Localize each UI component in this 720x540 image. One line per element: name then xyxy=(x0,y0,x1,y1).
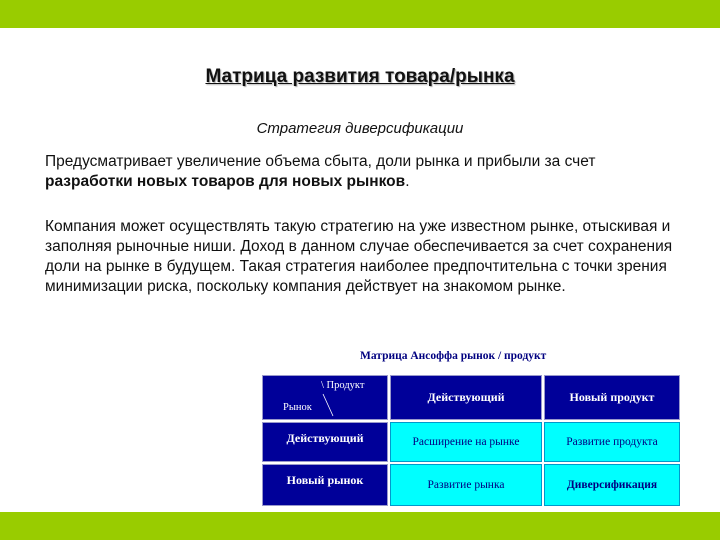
paragraph-definition-lead: Предусматривает увеличение объема сбыта, доли рынка и прибыли за счет xyxy=(45,153,596,170)
cell-market-development: Развитие рынка xyxy=(390,464,542,506)
col-header-new-product: Новый продукт xyxy=(544,375,680,420)
corner-market-label: Рынок xyxy=(283,402,312,413)
slide-subtitle: Стратегия диверсификации xyxy=(256,120,464,137)
corner-product-label: \ Продукт xyxy=(321,380,365,391)
bottom-accent-bar xyxy=(0,512,720,540)
paragraph-definition-emphasis: разработки новых товаров для новых рынков xyxy=(45,173,406,190)
paragraph-definition xyxy=(45,152,685,192)
top-accent-bar xyxy=(0,0,720,28)
paragraph-explanation: Компания может осуществлять такую стратегию на уже известном рынке, отыскивая и заполняя рыночные ниши. Доход в данном случае обеспечивается за счет сохранения доли на рынке в будущем. Такая стратегия наиболее предпочтительна с точки зрения минимизации риска, поскольку компания действует на знакомом рынке. xyxy=(45,218,673,295)
cell-product-development: Развитие продукта xyxy=(544,422,680,462)
row-header-existing-market: Действующий xyxy=(262,422,388,462)
row-header-new-market: Новый рынок xyxy=(262,464,388,506)
col-header-existing-product: Действующий xyxy=(390,375,542,420)
ansoff-matrix xyxy=(262,375,680,506)
matrix-corner-cell xyxy=(262,375,388,420)
matrix-caption: Матрица Ансоффа рынок / продукт xyxy=(360,350,547,362)
cell-market-penetration: Расширение на рынке xyxy=(390,422,542,462)
paragraph-definition-end: . xyxy=(405,173,410,190)
slide-title: Матрица развития товара/рынка xyxy=(205,66,515,87)
cell-diversification: Диверсификация xyxy=(544,464,680,506)
